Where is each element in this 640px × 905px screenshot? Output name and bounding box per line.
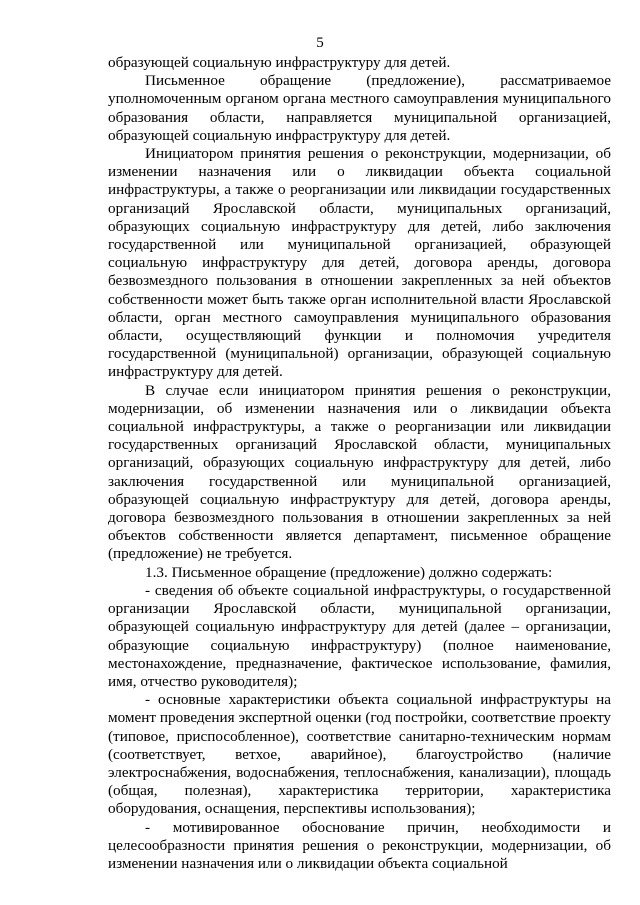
- paragraph-7: - основные характеристики объекта социальной инфраструктуры на момент проведения экспертной оценки (год постройки, соответствие проекту (типовое, приспособленное), соответствие санитарно-техническим нормам (соответствует, ветхое, аварийное), благоустройство (наличие электроснабжения, водоснабжения, теплоснабжения, канализации), площадь (общая, полезная), характеристика территории, характеристика оборудования, оснащения, перспективы использования);: [108, 691, 611, 818]
- paragraph-2: Письменное обращение (предложение), рассматриваемое уполномоченным органом органа местного самоуправления муниципального образования области, направляется муниципальной организацией, образующей социальную инфраструктуру для детей.: [108, 72, 611, 144]
- page-number: 5: [316, 35, 324, 51]
- document-body: [108, 54, 611, 873]
- paragraph-1: образующей социальную инфраструктуру для детей.: [108, 54, 451, 71]
- paragraph-8: - мотивированное обоснование причин, необходимости и целесообразности принятия решения о реконструкции, модернизации, об изменении назначения или о ликвидации объекта социальной: [108, 818, 611, 872]
- paragraph-4: В случае если инициатором принятия решения о реконструкции, модернизации, об изменении назначения или о ликвидации объекта социальной инфраструктуры, а также о реорганизации или ликвидации государственных организаций Ярославской области, муниципальных организаций, образующих социальную инфраструктуру для детей, либо заключения государственной или муниципальной организацией, образующей социальную инфраструктуру для детей, договора аренды, договора безвозмездного пользования в отношении закрепленных за ней объектов собственности является департамент, письменное обращение (предложение) не требуется.: [108, 381, 611, 563]
- paragraph-5: 1.3. Письменное обращение (предложение) должно содержать:: [145, 563, 553, 581]
- paragraph-3: Инициатором принятия решения о реконструкции, модернизации, об изменении назначения или о ликвидации объекта социальной инфраструктуры, а также о реорганизации или ликвидации государственных организаций Ярославской области, муниципальных организаций, образующих социальную инфраструктуру для детей, либо заключения государственной или муниципальной организацией, образующей социальную инфраструктуру для детей, договора аренды, договора безвозмездного пользования в отношении закрепленных за ней объектов собственности может быть также орган исполнительной власти Ярославской области, орган местного самоуправления муниципального образования области, осуществляющий функции и полномочия учредителя государственной (муниципальной) организации, образующей социальную инфраструктуру для детей.: [108, 145, 611, 381]
- paragraph-6: - сведения об объекте социальной инфраструктуры, о государственной организации Ярославской области, муниципальной организации, образующей социальную инфраструктуру для детей (далее – организации, образующие социальную инфраструктуру) (полное наименование, местонахождение, предназначение, фактическое использование, фамилия, имя, отчество руководителя);: [108, 581, 611, 690]
